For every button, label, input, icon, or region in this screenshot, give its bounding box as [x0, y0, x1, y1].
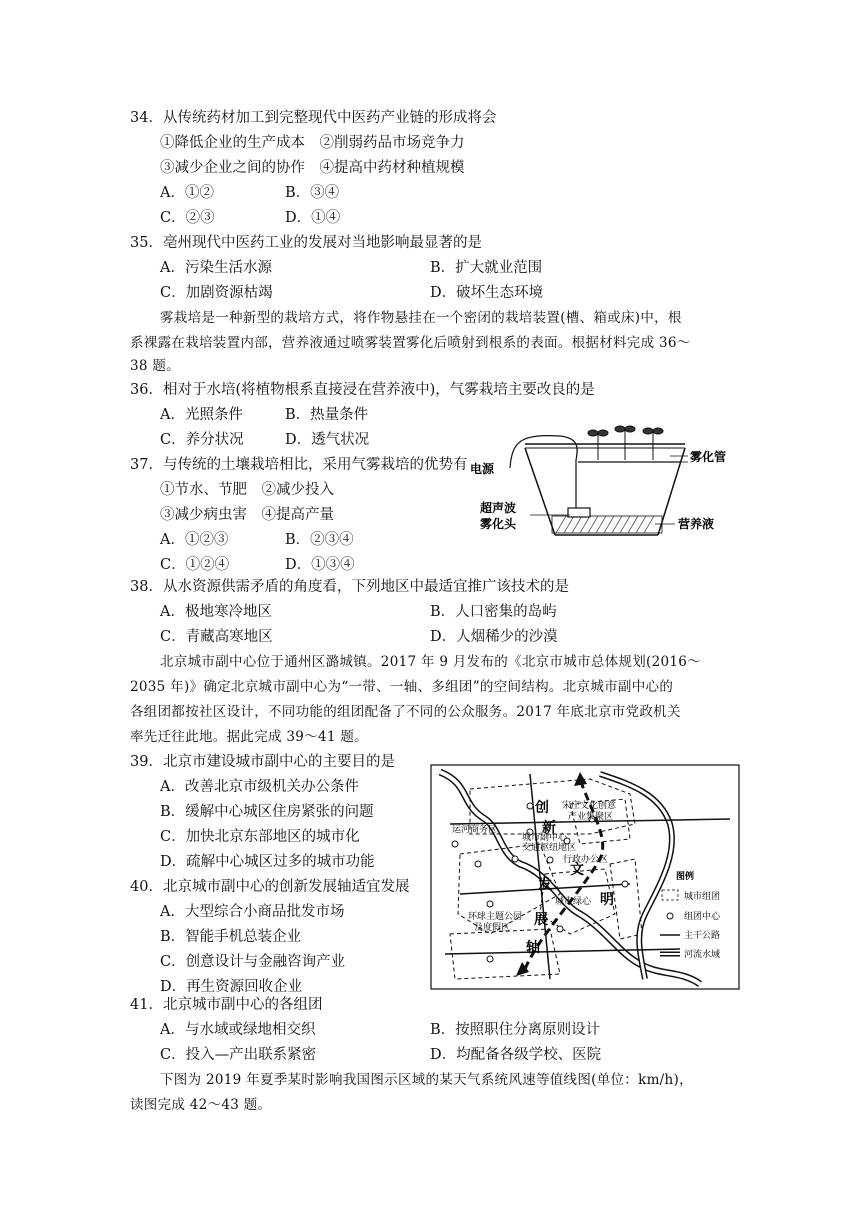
- q34-stem: 34．从传统药材加工到完整现代中医药产业链的形成将会: [130, 110, 497, 126]
- legend-road: 主干公路: [684, 931, 721, 941]
- q35-option-b: B．扩大就业范围: [430, 260, 543, 276]
- axis-char-ming: 明: [600, 892, 614, 908]
- q37-option-d: D．①③④: [285, 557, 355, 573]
- q39-option-b: B．缓解中心城区住房紧张的问题: [160, 804, 374, 820]
- q41-option-c: C．投入—产出联系紧密: [160, 1047, 317, 1063]
- q38-stem: 38．从水资源供需矛盾的角度看，下列地区中最适宜推广该技术的是: [130, 579, 569, 595]
- hub-label-2: 交通枢纽地区: [522, 843, 577, 853]
- q40-option-d: D．再生资源回收企业: [160, 979, 303, 995]
- q37-stem: 37．与传统的土壤栽培相比，采用气雾栽培的优势有: [130, 457, 468, 473]
- canal-business-label: 运河商务区: [452, 825, 498, 835]
- theme-park-label-1: 环球主题公园: [468, 912, 523, 922]
- intro1-line-1: 雾栽培是一种新型的栽培方式，将作物悬挂在一个密闭的栽培装置(槽、箱或床)中，根: [160, 310, 682, 326]
- q34-option-c: C．②③: [160, 210, 215, 226]
- legend-title: 图例: [676, 872, 695, 882]
- songzhuang-label-2: 产业集聚区: [568, 812, 614, 822]
- q35-stem: 35．亳州现代中医药工业的发展对当地影响最显著的是: [130, 235, 482, 251]
- q39-option-d: D．疏解中心城区过多的城市功能: [160, 854, 375, 870]
- q37-item-1: ①节水、节肥 ②减少投入: [160, 482, 334, 498]
- q34-item-2: ③减少企业之间的协作 ④提高中药材种植规模: [160, 160, 465, 176]
- q38-option-b: B．人口密集的岛屿: [430, 604, 557, 620]
- q36-option-a: A．光照条件: [160, 407, 243, 423]
- power-label: 电源: [470, 462, 495, 476]
- hub-label-1: 城市副中心: [522, 833, 568, 843]
- q35-option-d: D．破坏生态环境: [430, 285, 544, 301]
- nutrient-label: 营养液: [678, 517, 715, 531]
- admin-label: 行政办公区: [563, 855, 609, 865]
- q34-option-a: A．①②: [160, 185, 214, 201]
- aeroponics-diagram: [470, 420, 740, 560]
- intro2-line-3: 各组团都按社区设计，不同功能的组团配备了不同的公众服务。2017 年底北京市党政机关: [130, 704, 681, 720]
- q34-item-1: ①降低企业的生产成本 ②削弱药品市场竞争力: [160, 135, 465, 151]
- legend-center: 组团中心: [684, 912, 721, 922]
- axis-char-wen: 文: [570, 862, 584, 878]
- q37-option-c: C．①②④: [160, 557, 230, 573]
- q37-item-2: ③减少病虫害 ④提高产量: [160, 507, 334, 523]
- legend-cluster: 城市组团: [684, 892, 721, 902]
- q39-option-a: A．改善北京市级机关办公条件: [160, 779, 359, 795]
- q35-option-a: A．污染生活水源: [160, 260, 272, 276]
- q35-option-c: C．加剧资源枯竭: [160, 285, 273, 301]
- intro1-line-3: 38 题。: [130, 358, 180, 374]
- q38-option-c: C．青藏高寒地区: [160, 629, 273, 645]
- q39-option-c: C．加快北京东部地区的城市化: [160, 829, 360, 845]
- subcenter-map: [430, 764, 740, 990]
- intro2-line-1: 北京城市副中心位于通州区潞城镇。2017 年 9 月发布的《北京市城市总体规划(2016～: [160, 654, 701, 670]
- q40-option-c: C．创意设计与金融咨询产业: [160, 954, 346, 970]
- q34-option-b: B．③④: [285, 185, 340, 201]
- intro1-line-2: 系裸露在栽培装置内部，营养液通过喷雾装置雾化后喷射到根系的表面。根据材料完成 36～: [130, 335, 691, 351]
- q41-option-a: A．与水域或绿地相交织: [160, 1022, 316, 1038]
- q36-option-b: B．热量条件: [285, 407, 369, 423]
- q41-option-d: D．均配备各级学校、医院: [430, 1047, 602, 1063]
- intro3-line-2: 读图完成 42～43 题。: [130, 1097, 272, 1113]
- q40-stem: 40．北京城市副中心的创新发展轴适宜发展: [130, 879, 410, 895]
- axis-char-fa: 发: [538, 877, 552, 893]
- axis-char-chuang: 创: [535, 800, 549, 816]
- q38-option-a: A．极地寒冷地区: [160, 604, 272, 620]
- green-heart-label: 城市绿心: [555, 897, 592, 907]
- axis-char-zhou: 轴: [526, 940, 540, 956]
- intro3-line-1: 下图为 2019 年夏季某时影响我国图示区域的某天气系统风速等值线图(单位：km/h)，: [160, 1072, 693, 1088]
- legend-river: 河流水域: [684, 950, 721, 960]
- q36-option-c: C．养分状况: [160, 432, 244, 448]
- axis-char-xin: 新: [542, 820, 556, 836]
- q34-option-d: D．①④: [285, 210, 341, 226]
- q36-option-d: D．透气状况: [285, 432, 370, 448]
- intro2-line-2: 2035 年)》确定北京城市副中心为“一带、一轴、多组团”的空间结构。北京城市副中心的: [130, 679, 674, 695]
- q41-option-b: B．按照职住分离原则设计: [430, 1022, 601, 1038]
- theme-park-label-2: 及度假区: [474, 923, 511, 933]
- axis-char-zhan: 展: [534, 912, 548, 928]
- mist-pipe-label: 雾化管: [690, 450, 727, 464]
- q40-option-a: A．大型综合小商品批发市场: [160, 904, 345, 920]
- q37-option-b: B．②③④: [285, 532, 354, 548]
- ultrasonic-label-2: 雾化头: [480, 517, 517, 531]
- songzhuang-label-1: 宋庄文化创意: [562, 801, 617, 811]
- q37-option-a: A．①②③: [160, 532, 229, 548]
- q38-option-d: D．人烟稀少的沙漠: [430, 629, 558, 645]
- q40-option-b: B．智能手机总装企业: [160, 929, 302, 945]
- q36-stem: 36．相对于水培(将植物根系直接浸在营养液中)，气雾栽培主要改良的是: [130, 382, 595, 398]
- intro2-line-4: 率先迁往此地。据此完成 39～41 题。: [130, 729, 368, 745]
- ultrasonic-label-1: 超声波: [480, 501, 517, 515]
- q41-stem: 41．北京城市副中心的各组团: [130, 997, 323, 1013]
- q39-stem: 39．北京市建设城市副中心的主要目的是: [130, 754, 395, 770]
